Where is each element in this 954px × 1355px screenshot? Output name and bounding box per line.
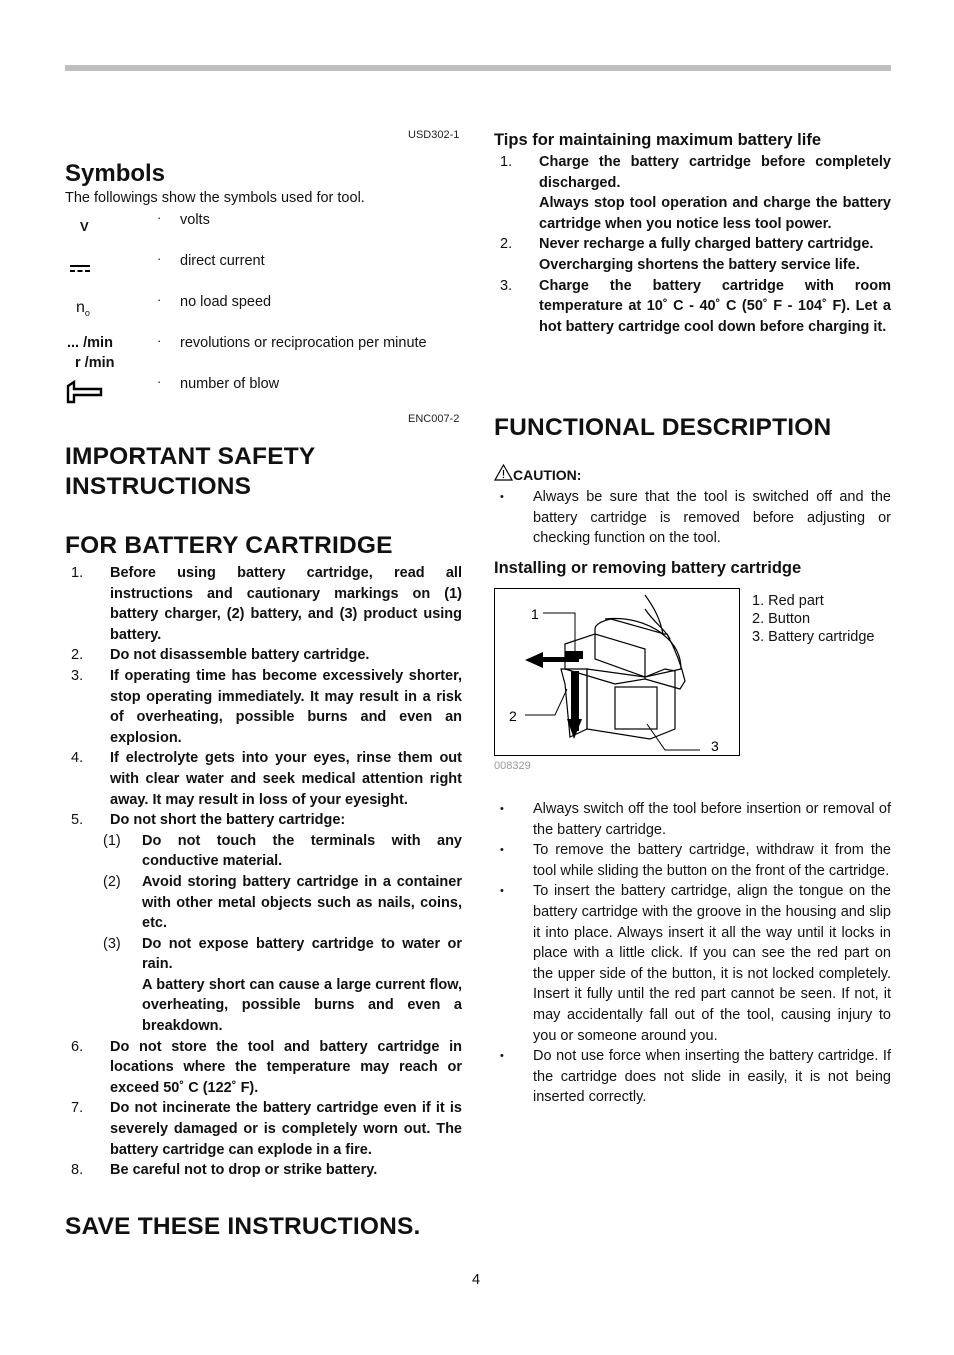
- save-heading: SAVE THESE INSTRUCTIONS.: [65, 1213, 421, 1240]
- page-number: 4: [472, 1272, 481, 1288]
- sub-item: (3) Do not expose battery cartridge to water or rain.: [103, 935, 462, 973]
- list-item: 6. Do not store the tool and battery cartridge in locations where the temperature may reach or exceed 50˚ C (122˚ F).: [71, 1038, 462, 1096]
- doc-code-safety: ENC007-2: [408, 413, 460, 425]
- symbol-desc: no load speed: [180, 294, 272, 310]
- safety-list: [65, 563, 462, 1181]
- figure-legend: 1. Red part 2. Button 3. Battery cartridge: [752, 593, 875, 645]
- direct-current-icon: [70, 261, 92, 279]
- callout-1: 1: [531, 606, 539, 622]
- symbol-desc: number of blow: [180, 376, 280, 392]
- install-bullets: [494, 799, 891, 1108]
- install-heading: Installing or removing battery cartridge: [494, 559, 802, 577]
- list-item: 2. Do not disassemble battery cartridge.: [71, 647, 370, 664]
- list-item: • Always be sure that the tool is switched off and the battery cartridge is removed before adjusting or checking function on the tool.: [500, 489, 891, 547]
- symbol-bullet: ·: [157, 210, 162, 225]
- callout-2: 2: [509, 708, 517, 724]
- list-item: • Always switch off the tool before insertion or removal of the battery cartridge.: [500, 801, 891, 838]
- sub-note: A battery short can cause a large current flow, overheating, possible burns and even a breakdown.: [142, 976, 462, 1035]
- symbol-row-no-load-speed: [65, 294, 465, 334]
- list-item: • To insert the battery cartridge, align the tongue on the battery cartridge with the groove in the housing and slip it into place. Always insert it all the way until it locks in place with a little click. If you can see the red part on the upper side of the button, it is not locked completely. Insert it fully until the red part cannot be seen. If not, it may accidentally fall out of the tool, causing injury to you or someone around you.: [500, 883, 891, 1044]
- symbol-desc: direct current: [180, 253, 265, 269]
- caution-list: [494, 487, 891, 549]
- battery-figure: [494, 588, 740, 756]
- symbol-row-dc: [65, 253, 465, 293]
- battery-illustration: [495, 589, 739, 755]
- header-rule: [65, 65, 891, 71]
- tips-heading: Tips for maintaining maximum battery life: [494, 131, 822, 149]
- warning-icon: [494, 464, 513, 481]
- tips-list: [494, 152, 891, 337]
- blow-icon: [65, 380, 103, 408]
- symbols-heading: Symbols: [65, 160, 166, 187]
- symbol-bullet: ·: [157, 251, 162, 266]
- list-item: 8. Be careful not to drop or strike battery.: [71, 1162, 378, 1179]
- list-item: 4. If electrolyte gets into your eyes, rinse them out with clear water and seek medical attention right away. It may result in loss of your eyesight.: [71, 750, 462, 808]
- symbol-bullet: ·: [157, 374, 162, 389]
- figure-code: 008329: [494, 760, 531, 772]
- battery-heading: FOR BATTERY CARTRIDGE: [65, 532, 393, 559]
- safety-heading: IMPORTANT SAFETY INSTRUCTIONS: [65, 443, 316, 500]
- sub-item: (1) Do not touch the terminals with any conductive material.: [103, 832, 462, 870]
- list-item: 1. Before using battery cartridge, read all instructions and cautionary markings on (1) battery charger, (2) battery, and (3) product using battery.: [71, 565, 462, 643]
- list-item: 5. Do not short the battery cartridge:: [71, 812, 346, 829]
- symbol-row-volts: [65, 212, 465, 252]
- volts-symbol: V: [80, 219, 89, 234]
- no-load-speed-symbol: $n_o$: [76, 299, 90, 319]
- caution-label: CAUTION:: [494, 464, 581, 483]
- callout-3: 3: [711, 738, 719, 754]
- sub-item: (2) Avoid storing battery cartridge in a container with other metal objects such as nails, coins, etc.: [103, 873, 462, 932]
- symbol-row-rpm: [65, 335, 465, 375]
- symbol-bullet: ·: [157, 333, 162, 348]
- list-item: 3. Charge the battery cartridge with room temperature at 10˚ C - 40˚ C (50˚ F - 104˚ F). Let a hot battery cartridge cool down before charging it.: [500, 277, 891, 335]
- symbol-desc: revolutions or reciprocation per minute: [180, 335, 427, 351]
- per-minute-symbol: ... /min r /min: [67, 335, 115, 371]
- list-item: • Do not use force when inserting the battery cartridge. If the cartridge does not slide in easily, it is not being inserted correctly.: [500, 1048, 891, 1106]
- list-item: 2. Never recharge a fully charged battery cartridge. Overcharging shortens the battery service life.: [500, 236, 874, 273]
- doc-code-symbols: USD302-1: [408, 129, 460, 141]
- symbol-row-blow: [65, 376, 465, 416]
- list-item: • To remove the battery cartridge, withdraw it from the tool while sliding the button on the front of the cartridge.: [500, 842, 891, 879]
- list-item: 7. Do not incinerate the battery cartridge even if it is severely damaged or is completely worn out. The battery cartridge can explode in a fire.: [71, 1100, 462, 1158]
- symbol-bullet: ·: [157, 292, 162, 307]
- functional-heading: FUNCTIONAL DESCRIPTION: [494, 414, 832, 441]
- symbols-intro: The followings show the symbols used for tool.: [65, 190, 365, 206]
- list-item: 1. Charge the battery cartridge before completely discharged. Always stop tool operation and charge the battery cartridge when you notice less tool power.: [500, 154, 891, 232]
- list-item: 3. If operating time has become excessively shorter, stop operating immediately. It may result in a risk of overheating, possible burns and even an explosion.: [71, 667, 462, 746]
- symbol-desc: volts: [180, 212, 210, 228]
